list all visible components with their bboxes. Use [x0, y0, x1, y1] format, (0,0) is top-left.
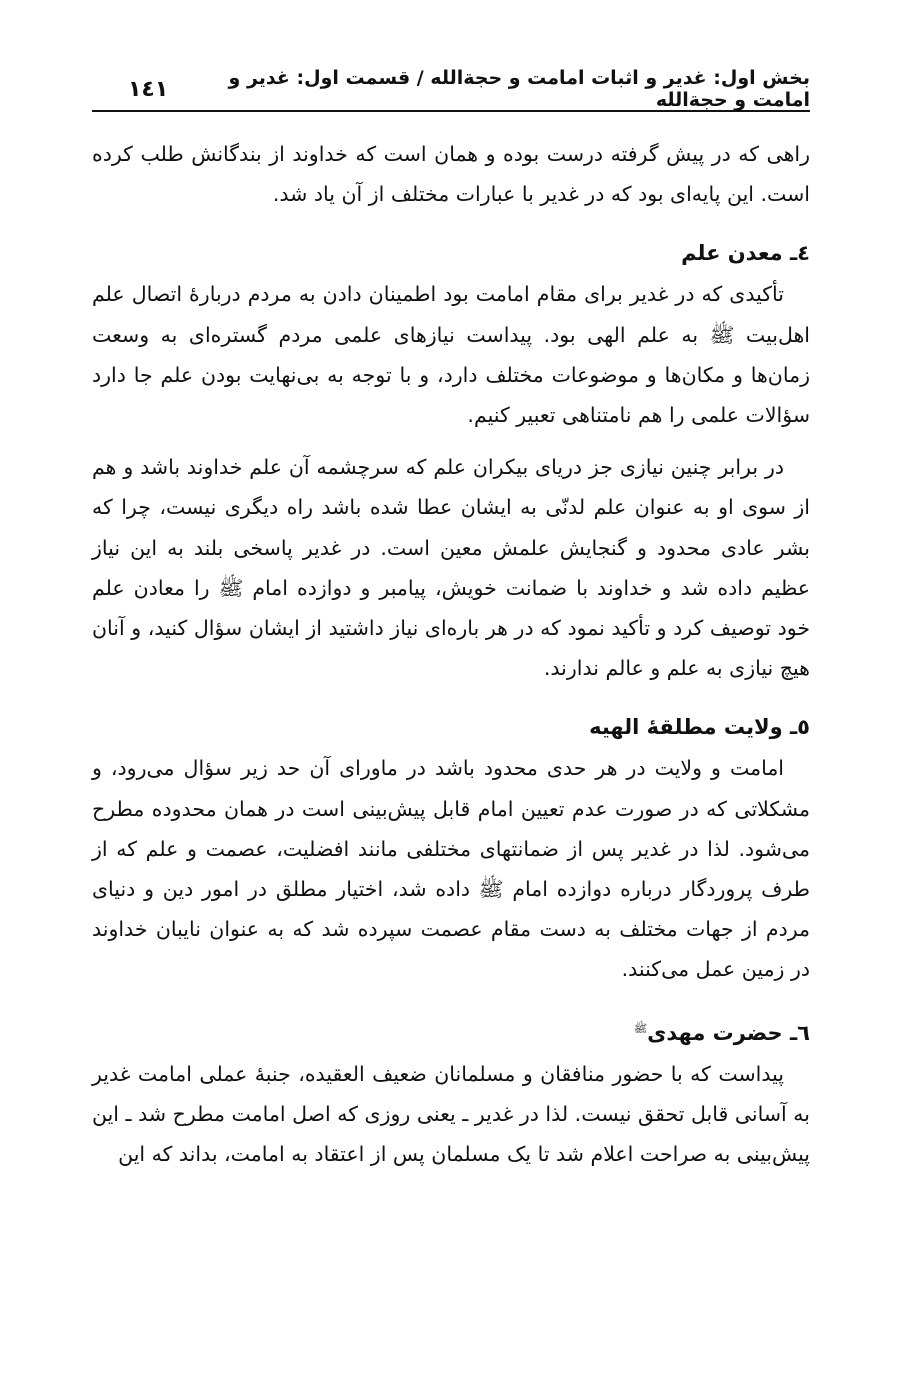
page-number: ١٤١ [128, 76, 169, 102]
section-heading-6 [92, 1010, 810, 1052]
running-head [92, 68, 810, 112]
section-4-paragraph-2: در برابر چنین نیازی جز دریای بیکران علم که سرچشمه آن علم خداوند باشد و هم از سوی او به عنوان علم لدنّی به ایشان عطا شده باشد راه دیگری نیست، چرا که بشر عادی محدود و گنجایش علمش معین است. در غدیر پاسخی بلند به این نیاز عظیم داده شد و خداوند با ضمانت خویش، پیامبر و دوازده امام ﷺ را معادن علم خود توصیف کرد و تأکید نمود که در هر باره‌ای نیاز داشتید از ایشان سؤال کنید، و آنان هیچ نیازی به علم و عالم ندارند. [92, 455, 810, 681]
book-page [92, 68, 810, 1174]
section-heading-5: ٥ـ ولایت مطلقهٔ الهیه [589, 715, 810, 740]
intro-paragraph: راهی که در پیش گرفته درست بوده و همان است که خداوند از بندگانش طلب کرده است. این پایه‌ای بود که در غدیر با عبارات مختلف از آن یاد شد. [92, 142, 810, 207]
honorific-sign: ﷺ [633, 1021, 648, 1035]
section-4-paragraph-1: تأکیدی که در غدیر برای مقام امامت بود اطمینان دادن به مردم دربارهٔ اتصال علم اهل‌بیت ﷺ به علم الهی بود. پیداست نیازهای علمی مردم گستره‌ای به وسعت زمان‌ها و مکان‌ها و موضوعات مختلف دارد، و با توجه به بی‌نهایت بودن علم جا دارد سؤالات علمی را هم نامتناهی تعبیر کنیم. [92, 282, 810, 428]
section-heading-6-text: ٦ـ حضرت مهدی [647, 1020, 810, 1045]
page-content [92, 134, 810, 1174]
section-6-paragraph-1: پیداست که با حضور منافقان و مسلمانان ضعیف العقیده، جنبهٔ عملی امامت غدیر به آسانی قابل تحقق نیست. لذا در غدیر ـ یعنی روزی که اصل امامت مطرح شد ـ این پیش‌بینی به صراحت اعلام شد تا یک مسلمان پس از اعتقاد به امامت، بداند که این [92, 1061, 810, 1167]
section-5-paragraph-1: امامت و ولایت در هر حدی محدود باشد در ماورای آن حد زیر سؤال می‌رود، و مشکلاتی که در صورت عدم تعیین امام قابل پیش‌بینی است در همان محدوده مطرح می‌شود. لذا در غدیر پس از ضمانتهای مختلفی مانند افضلیت، عصمت و علم که از طرف پروردگار درباره دوازده امام ﷺ داده شد، اختیار مطلق در امور دین و دنیای مردم از جهات مختلف به دست مقام عصمت سپرده شد که به عنوان نایبان خداوند در زمین عمل می‌کنند. [92, 756, 810, 982]
running-head-title: بخش اول: غدیر و اثبات امامت و حجة‌الله / قسمت اول: غدیر و امامت و حجة‌الله [228, 67, 810, 111]
section-heading-4: ٤ـ معدن علم [681, 241, 810, 266]
